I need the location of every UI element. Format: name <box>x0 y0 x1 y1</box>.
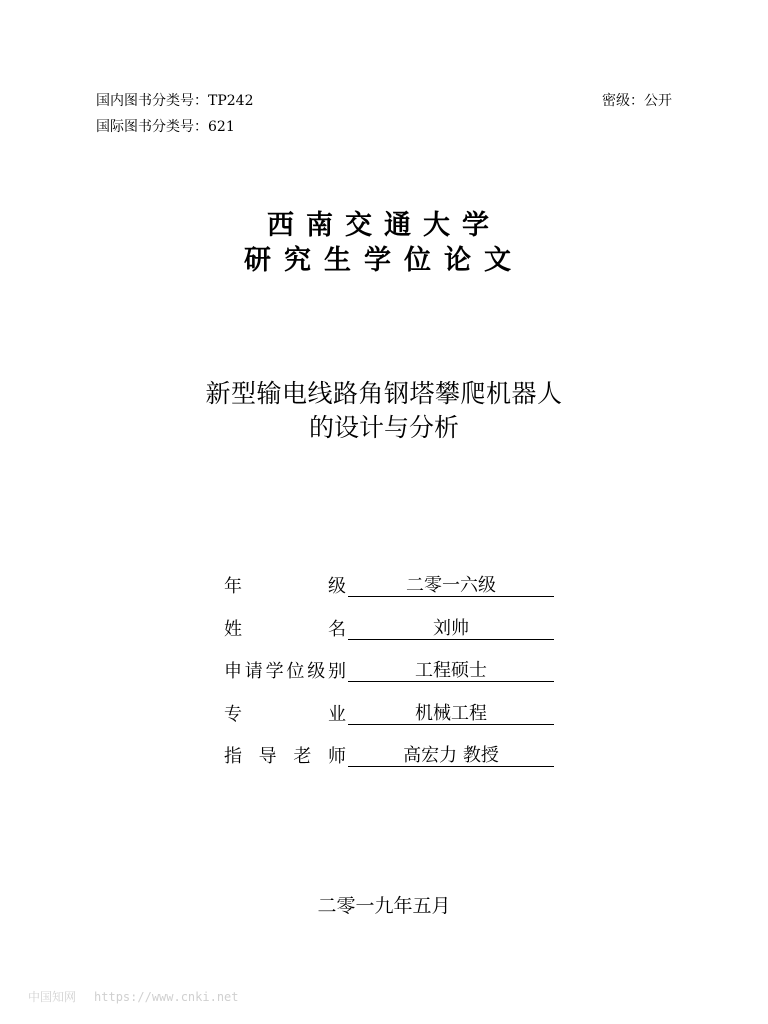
thesis-title-line2: 的设计与分析 <box>308 413 459 442</box>
university-name: 西南交通大学 <box>267 210 501 241</box>
international-classification: 国际图书分类号：621 <box>96 119 235 135</box>
info-label-year: 年 级 <box>224 576 346 597</box>
secrecy-level: 密级：公开 <box>602 93 672 109</box>
info-row-degree <box>224 660 554 684</box>
info-row-major <box>224 703 554 727</box>
info-value-degree: 工程硕士 <box>348 660 554 682</box>
info-value-advisor: 高宏力 教授 <box>348 745 554 767</box>
watermark-url: https://www.cnki.net <box>94 990 239 1004</box>
info-row-name <box>224 618 554 642</box>
submission-date: 二零一九年五月 <box>317 895 451 917</box>
info-label-advisor: 指 导 老 师 <box>224 746 346 767</box>
info-row-year <box>224 575 554 599</box>
thesis-title-line1: 新型输电线路角钢塔攀爬机器人 <box>205 379 563 408</box>
domestic-classification: 国内图书分类号：TP242 <box>96 93 254 109</box>
info-value-name: 刘帅 <box>348 618 554 640</box>
info-label-name: 姓 名 <box>224 619 346 640</box>
info-row-advisor <box>224 745 554 769</box>
info-value-year: 二零一六级 <box>348 575 554 597</box>
info-value-major: 机械工程 <box>348 703 554 725</box>
info-label-degree: 申 请 学 位 级 别 <box>224 661 346 682</box>
cnki-watermark <box>28 988 257 1005</box>
watermark-brand: 中国知网 <box>28 990 77 1004</box>
thesis-type: 研究生学位论文 <box>244 245 524 276</box>
info-label-major: 专 业 <box>224 704 346 725</box>
